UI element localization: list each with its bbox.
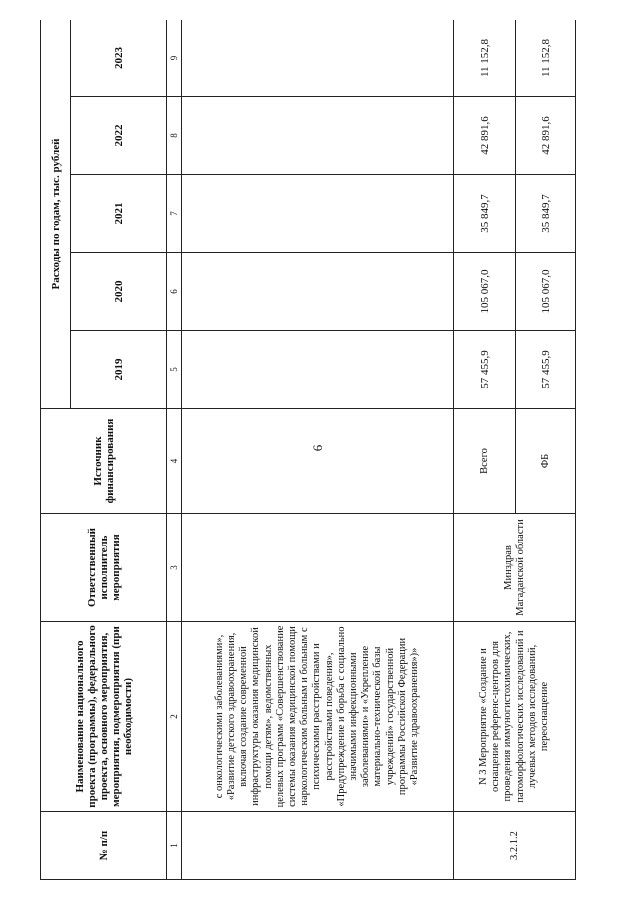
column-index: 8: [167, 97, 182, 175]
header-source: Источник финансирования: [41, 409, 167, 514]
table-row: [182, 20, 454, 880]
header-num: № п/п: [41, 812, 167, 880]
header-year: 2019: [71, 331, 167, 409]
column-index: 3: [167, 514, 182, 622]
row-value: 42 891,6: [516, 97, 576, 175]
row-num: 3.2.1.2: [454, 812, 576, 880]
header-executor: Ответственный исполнитель мероприятия: [41, 514, 167, 622]
header-year: 2023: [71, 20, 167, 97]
row-value: 42 891,6: [454, 97, 516, 175]
column-index: 1: [167, 812, 182, 880]
column-index: 5: [167, 331, 182, 409]
row-value: [182, 97, 454, 175]
header-name: Наименование национального проекта (программы), федерального проекта, основного мероприятия, мероприятия, подмероприятия (при необходимости): [41, 622, 167, 812]
rotated-table-container: [40, 20, 620, 880]
column-index: 4: [167, 409, 182, 514]
row-value: 35 849,7: [454, 175, 516, 253]
row-value: [182, 331, 454, 409]
row-value: [182, 175, 454, 253]
header-expenses: Расходы по годам, тыс. рублей: [41, 20, 71, 409]
row-value: 105 067,0: [516, 253, 576, 331]
header-year: 2022: [71, 97, 167, 175]
row-name: с онкологическими заболеваниями», «Развитие детского здравоохранения, включая создание современной инфраструктуры оказания медицинской помощи детям», ведомственных целевых программ «Совершенствование системы оказания медицинской помощи наркологическим больным и больным с психическими расстройствами и расстройствами поведения», «Предупреждение и борьба с социально значимыми инфекционными заболеваниями» и «Укрепление материально-технической базы учреждений» государственной программы Российской Федерации «Развитие здравоохранения»)»: [182, 622, 454, 812]
row-num: [182, 812, 454, 880]
column-index: 7: [167, 175, 182, 253]
header-year: 2020: [71, 253, 167, 331]
row-source: ФБ: [516, 409, 576, 514]
page-number: 6: [310, 444, 325, 452]
row-value: [182, 253, 454, 331]
row-executor: [182, 514, 454, 622]
column-index: 6: [167, 253, 182, 331]
financing-table: [40, 20, 576, 880]
row-name: N 3 Мероприятие «Создание и оснащение референс-центров для проведения иммуногистохимических, патоморфологических исследований и лучевых методов исследований, переоснащение: [454, 622, 576, 812]
table-row: [454, 20, 516, 880]
table-viewport: [40, 20, 620, 880]
row-executor: Минздрав Магаданской области: [454, 514, 576, 622]
row-value: 57 455,9: [516, 331, 576, 409]
row-value: 35 849,7: [516, 175, 576, 253]
column-index: 2: [167, 622, 182, 812]
row-value: [182, 20, 454, 97]
header-year: 2021: [71, 175, 167, 253]
row-source: Всего: [454, 409, 516, 514]
row-value: 11 152,8: [516, 20, 576, 97]
row-value: 105 067,0: [454, 253, 516, 331]
row-value: 11 152,8: [454, 20, 516, 97]
row-value: 57 455,9: [454, 331, 516, 409]
row-source: [182, 409, 454, 514]
column-index: 9: [167, 20, 182, 97]
